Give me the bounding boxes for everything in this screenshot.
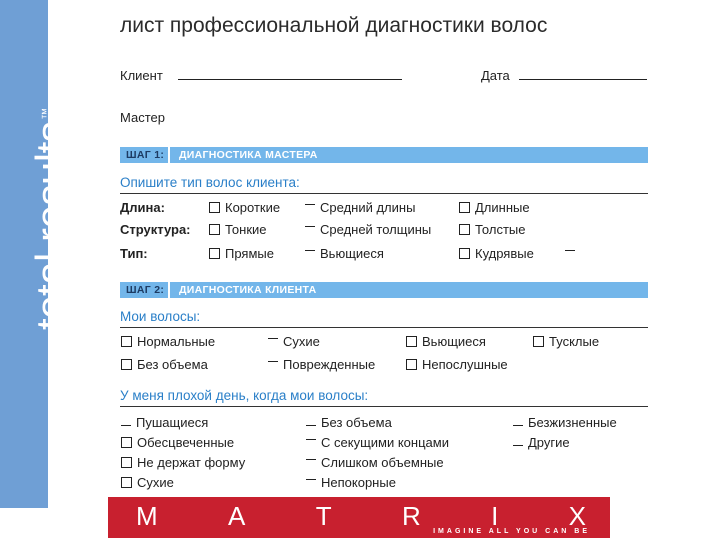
option-too-voluminous[interactable] [306, 455, 444, 470]
option-label: Без объема [137, 357, 208, 372]
checkbox[interactable] [121, 477, 132, 488]
option-structure-thin[interactable] [209, 222, 267, 237]
option-type-straight[interactable] [209, 246, 274, 261]
checkbox[interactable] [209, 202, 220, 213]
logo-letter: A [228, 501, 246, 531]
page-title: лист профессиональной диагностики волос [120, 14, 548, 37]
option-lifeless[interactable] [513, 415, 617, 430]
option-label: Длинные [475, 200, 530, 215]
checkbox[interactable] [306, 439, 316, 440]
option-label: Не держат форму [137, 455, 246, 470]
checkbox[interactable] [306, 417, 316, 426]
step2-heading: Мои волосы: [120, 309, 648, 328]
logo-letter: I [491, 501, 499, 531]
option-label: Кудрявые [475, 246, 534, 261]
option-no-volume[interactable] [121, 357, 208, 372]
option-other[interactable] [513, 435, 570, 450]
checkbox[interactable] [305, 204, 315, 205]
option-label: Без объема [321, 415, 392, 430]
option-no-hold[interactable] [121, 455, 245, 470]
step2-title: ДИАГНОСТИКА КЛИЕНТА [179, 284, 317, 296]
checkbox[interactable] [268, 361, 278, 362]
option-label: Короткие [225, 200, 281, 215]
step1-title: ДИАГНОСТИКА МАСТЕРА [179, 149, 318, 161]
checkbox[interactable] [121, 437, 132, 448]
option-label: Вьющиеся [320, 246, 384, 261]
option-label: Нормальные [137, 334, 216, 349]
option-type-curly[interactable] [459, 246, 534, 261]
step1-heading: Опишите тип волос клиента: [120, 175, 648, 194]
checkbox[interactable] [406, 336, 417, 347]
logo-letter: R [401, 501, 421, 531]
master-field-row [120, 110, 165, 125]
option-structure-medium[interactable] [305, 222, 431, 237]
structure-label: Структура: [120, 222, 191, 237]
step1-number: ШАГ 1: [120, 147, 170, 163]
option-label: Сухие [283, 334, 320, 349]
logo-letter: X [568, 501, 586, 531]
option-dull[interactable] [533, 334, 599, 349]
checkbox[interactable] [459, 202, 470, 213]
brand-name: total results [27, 121, 74, 330]
option-label: Непослушные [422, 357, 508, 372]
matrix-footer-banner [108, 497, 610, 538]
checkbox[interactable] [268, 338, 278, 339]
checkbox[interactable] [459, 224, 470, 235]
checkbox[interactable] [121, 336, 132, 347]
date-field-row [481, 67, 647, 83]
option-label: Средний длины [320, 200, 416, 215]
option-rebellious[interactable] [306, 475, 396, 490]
checkbox[interactable] [533, 336, 544, 347]
footer-tagline: IMAGINE ALL YOU CAN BE [433, 528, 590, 535]
option-label: С секущими концами [321, 435, 449, 450]
step2-bar [120, 282, 648, 298]
option-length-medium[interactable] [305, 200, 415, 215]
logo-letter: T [315, 501, 332, 531]
master-label: Мастер [120, 110, 165, 125]
option-damaged[interactable] [268, 357, 375, 372]
option-flat[interactable] [306, 415, 392, 430]
checkbox[interactable] [406, 359, 417, 370]
option-normal[interactable] [121, 334, 215, 349]
option-label: Сухие [137, 475, 174, 490]
option-length-long[interactable] [459, 200, 530, 215]
option-label: Толстые [475, 222, 526, 237]
option-dry[interactable] [268, 334, 320, 349]
option-label: Тонкие [225, 222, 267, 237]
checkbox[interactable] [121, 359, 132, 370]
checkbox[interactable] [513, 417, 523, 426]
checkbox[interactable] [306, 479, 316, 480]
client-label: Клиент [120, 68, 163, 83]
option-dry-bad[interactable] [121, 475, 174, 490]
checkbox[interactable] [459, 248, 470, 259]
option-label: Безжизненные [528, 415, 617, 430]
client-field-row [120, 67, 402, 83]
trademark-symbol: ™ [39, 108, 53, 120]
length-label: Длина: [120, 200, 165, 215]
option-type-wavy[interactable] [305, 246, 384, 261]
step1-bar [120, 147, 648, 163]
client-input-line[interactable] [178, 67, 402, 80]
option-split-ends[interactable] [306, 435, 449, 450]
option-label: Вьющиеся [422, 334, 486, 349]
logo-letter: M [136, 501, 158, 531]
option-frizzy[interactable] [121, 415, 208, 430]
date-input-line[interactable] [519, 67, 647, 80]
checkbox[interactable] [306, 459, 316, 460]
brand-sidebar [0, 0, 74, 508]
option-unruly[interactable] [406, 357, 508, 372]
checkbox[interactable] [565, 250, 575, 251]
checkbox[interactable] [121, 417, 131, 426]
checkbox[interactable] [305, 250, 315, 251]
option-type-extra[interactable] [565, 246, 580, 261]
step2-number: ШАГ 2: [120, 282, 170, 298]
option-label: Слишком объемные [321, 455, 444, 470]
option-label: Другие [528, 435, 570, 450]
option-length-short[interactable] [209, 200, 280, 215]
checkbox[interactable] [121, 457, 132, 468]
option-label: Непокорные [321, 475, 396, 490]
option-label: Обесцвеченные [137, 435, 235, 450]
checkbox[interactable] [209, 248, 220, 259]
option-label: Пушащиеся [136, 415, 209, 430]
bad-day-heading: У меня плохой день, когда мои волосы: [120, 388, 648, 407]
option-label: Тусклые [549, 334, 600, 349]
option-structure-thick[interactable] [459, 222, 525, 237]
option-wavy[interactable] [406, 334, 486, 349]
option-label: Прямые [225, 246, 274, 261]
option-label: Поврежденные [283, 357, 376, 372]
date-label: Дата [481, 68, 510, 83]
checkbox[interactable] [209, 224, 220, 235]
checkbox[interactable] [305, 226, 315, 227]
type-label: Тип: [120, 246, 148, 261]
brand-logo [24, 108, 73, 330]
option-label: Средней толщины [320, 222, 432, 237]
option-bleached[interactable] [121, 435, 234, 450]
checkbox[interactable] [513, 437, 523, 446]
